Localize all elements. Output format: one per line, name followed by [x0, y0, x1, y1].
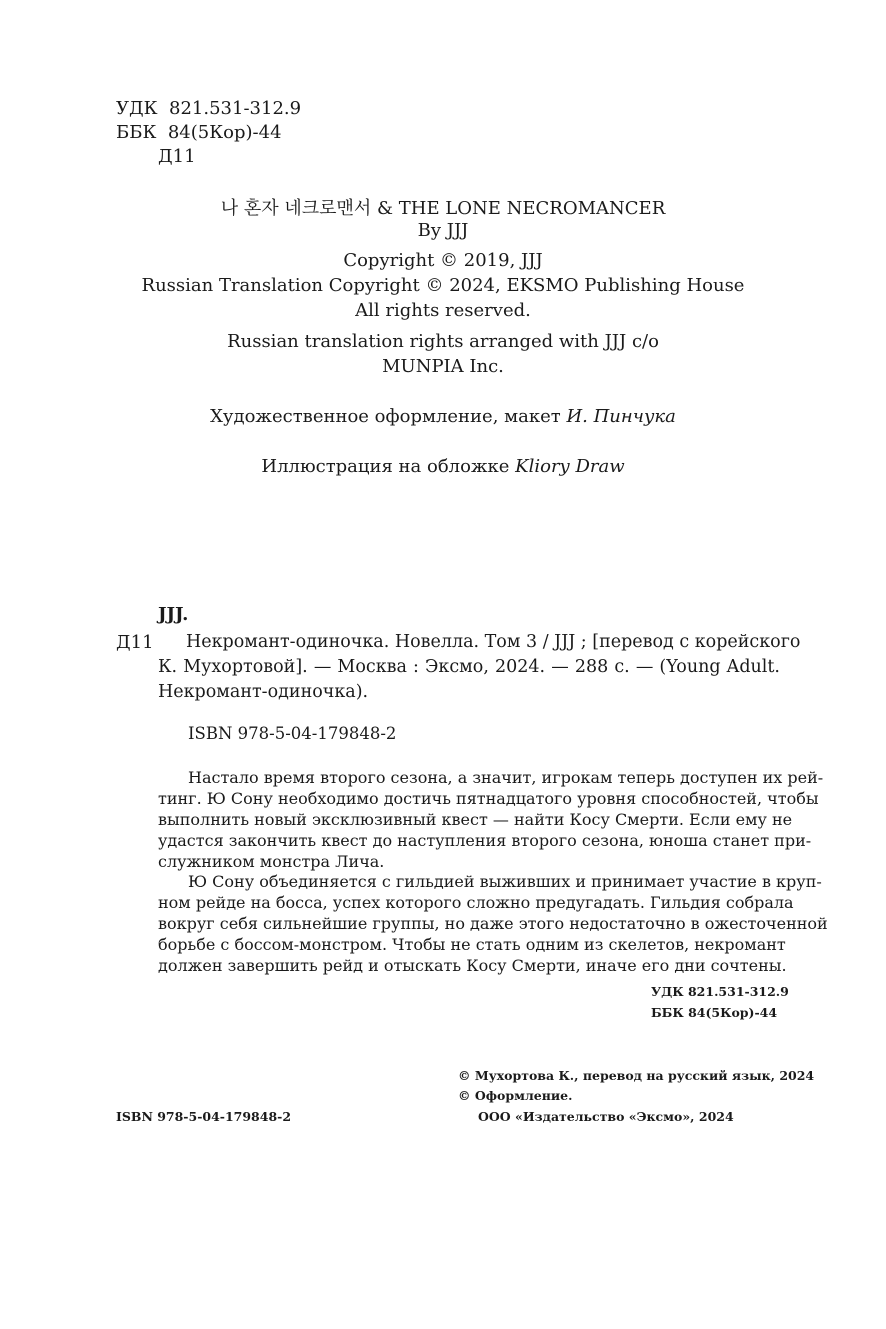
bib-line-2: К. Мухортовой]. — Москва : Эксмо, 2024. — 288 с. — (Young Adult. [158, 657, 780, 677]
rights-arranged-line-2: MUNPIA Inc. [382, 356, 504, 377]
design-credit-name: И. Пинчука [566, 406, 676, 427]
copyright-line: Copyright © 2019, JJJ [343, 250, 543, 271]
annotation-line: борьбе с боссом-монстром. Чтобы не стать одним из скелетов, некромант [158, 935, 786, 954]
isbn-bottom: ISBN 978-5-04-179848-2 [116, 1109, 292, 1124]
illustration-credit-label: Иллюстрация на обложке [261, 456, 510, 477]
original-title: 나 혼자 네크로맨서 & THE LONE NECROMANCER [220, 198, 666, 219]
bib-line-3: Некромант-одиночка). [158, 682, 369, 702]
annotation-line: выполнить новый эксклюзивный квест — найти Косу Смерти. Если ему не [158, 810, 793, 829]
udk-code-top: УДК 821.531-312.9 [116, 98, 302, 119]
bib-author: JJJ. [158, 604, 189, 625]
illustration-credit-name: Kliory Draw [515, 456, 625, 477]
annotation-paragraph-2 [158, 871, 828, 976]
bbk-code-top: ББК 84(5Кор)-44 [116, 122, 282, 143]
original-author: By JJJ [417, 220, 469, 241]
design-credit [0, 406, 886, 427]
annotation-line: должен завершить рейд и отыскать Косу Смерти, иначе его дни сочтены. [158, 956, 787, 975]
bbk-code-bottom: ББК 84(5Кор)-44 [651, 1005, 778, 1020]
bib-mark: Д11 [116, 632, 154, 653]
copyright-translation: © Мухортова К., перевод на русский язык, 2024 [458, 1068, 815, 1083]
copyright-publisher: ООО «Издательство «Эксмо», 2024 [478, 1109, 734, 1124]
annotation-line: Настало время второго сезона, а значит, игрокам теперь доступен их рей- [188, 768, 824, 787]
annotation-line: удастся закончить квест до наступления второго сезона, юноша станет при- [158, 831, 812, 850]
bib-line-1: Некромант-одиночка. Новелла. Том 3 / JJJ ; [перевод с корейского [186, 632, 801, 652]
illustration-credit [0, 456, 886, 477]
design-credit-label: Художественное оформление, макет [210, 406, 561, 427]
copyright-design: © Оформление. [458, 1088, 573, 1103]
rights-arranged-line-1: Russian translation rights arranged with JJJ c/o [227, 331, 659, 352]
annotation-line: вокруг себя сильнейшие группы, но даже этого недостаточно в ожесточенной [158, 914, 828, 933]
annotation-line: ном рейде на босса, успех которого сложно предугадать. Гильдия собрала [158, 893, 794, 912]
rights-reserved-line: All rights reserved. [355, 300, 531, 321]
annotation-line: Ю Сону объединяется с гильдией выживших и принимает участие в круп- [188, 872, 822, 891]
translation-copyright-line: Russian Translation Copyright © 2024, EKSMO Publishing House [141, 275, 745, 296]
annotation-line: служником монстра Лича. [158, 852, 385, 871]
udk-code-bottom: УДК 821.531-312.9 [651, 984, 789, 999]
bib-isbn: ISBN 978-5-04-179848-2 [188, 724, 397, 743]
annotation-paragraph-1 [158, 767, 824, 872]
annotation-line: тинг. Ю Сону необходимо достичь пятнадцатого уровня способностей, чтобы [158, 789, 819, 808]
author-mark-top: Д11 [158, 146, 196, 167]
